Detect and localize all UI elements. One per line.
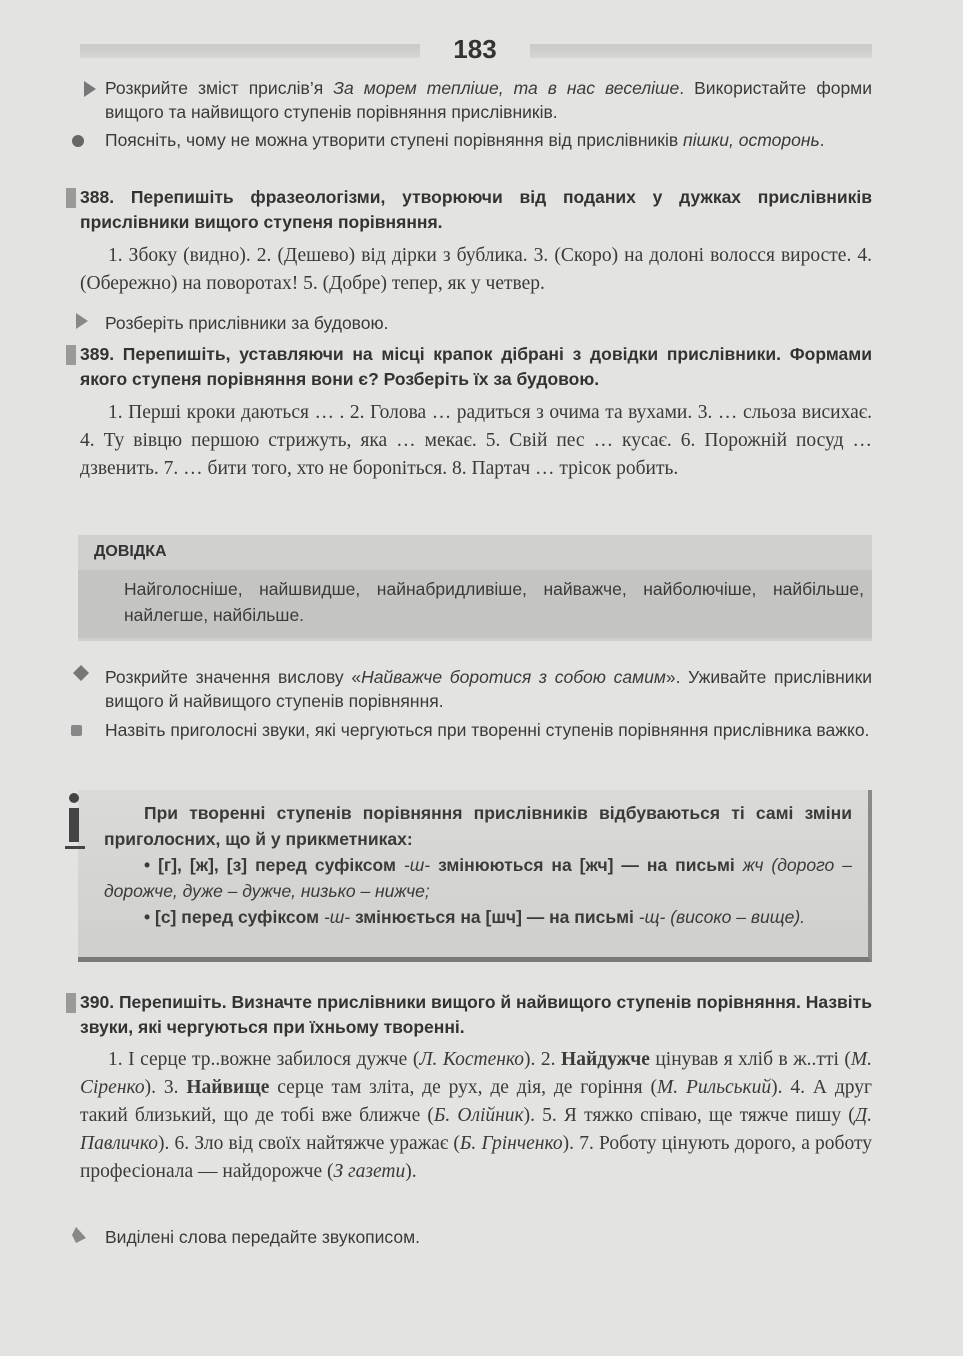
example-words: пішки, осторонь bbox=[683, 130, 820, 150]
exercise-388-text: 1. Збоку (видно). 2. (Дешево) від дірки з бублика. 3. (Скоро) на долоні волосся виросте. 4. (Обережно) на поворотах! 5. (Добре) тепер, як у четвер. bbox=[80, 245, 872, 294]
sentence: ). bbox=[405, 1161, 417, 1182]
author: Л. Костенко bbox=[419, 1049, 525, 1070]
info-rule-2: • [с] перед суфіксом -ш- змінюється на [шч] — на письмі -щ- (високо – вище). bbox=[144, 907, 806, 927]
exercise-marker bbox=[66, 345, 76, 365]
info-icon bbox=[64, 792, 88, 852]
exercise-390-text bbox=[80, 1046, 872, 1186]
sentence: 1. І серце тр..вожне забилося дужче ( bbox=[108, 1049, 420, 1070]
page-number: 183 bbox=[420, 34, 530, 65]
exercise-390-note: Виділені слова передайте звукописом. bbox=[105, 1227, 421, 1247]
task-explain-degrees bbox=[105, 128, 872, 152]
rule-text: [г], [ж], [з] перед суфіксом bbox=[158, 855, 404, 875]
task-text: Розкрийте значення вислову « bbox=[105, 667, 362, 687]
task-text: Розкрийте зміст прислів’я bbox=[105, 78, 334, 98]
info-rule-1: • [г], [ж], [з] перед суфіксом -ш- змінюються на [жч] — на письмі жч (дорого – дорожче, дуже – дужче, низько – нижче; bbox=[104, 855, 852, 901]
sentence: ). 2. bbox=[524, 1049, 562, 1070]
proverb: За морем тепліше, та в нас веселіше bbox=[333, 78, 680, 98]
exercise-389-text: 1. Перші кроки даються … . 2. Голова … радиться з очима та вухами. 3. … сльоза висихає. 4. Ту вівцю першою стрижуть, яка … мекає. 5. Свій пес … кусає. 6. Порожній посуд … дзвенить. 7. … бити того, хто не бороniться. 8. Партач … трісок робить. bbox=[80, 402, 872, 479]
dot-bullet-icon bbox=[70, 132, 90, 150]
exercise-marker bbox=[66, 188, 76, 208]
diamond-bullet-icon bbox=[72, 664, 92, 682]
square-bullet-icon bbox=[68, 722, 88, 740]
info-text bbox=[104, 800, 852, 930]
arrow-bullet-icon bbox=[70, 1226, 90, 1244]
sentence: ). 6. Зло від своїх найтяжче уражає ( bbox=[157, 1133, 460, 1154]
task-text: Поясніть, чому не можна утворити ступені порівняння від прислівників bbox=[105, 130, 683, 150]
sentence: ). 3. bbox=[144, 1077, 187, 1098]
exercise-390-heading: 390. Перепишіть. Визначте прислівники вищого й найвищого ступенів порівняння. Назвіть звуки, які чергуються при їхньому творенні. bbox=[80, 992, 872, 1037]
rule-text: [с] перед суфіксом bbox=[155, 907, 324, 927]
suffix: -ш- bbox=[323, 907, 351, 927]
author: З газети bbox=[333, 1161, 406, 1182]
exercise-389-heading: 389. Перепишіть, уставляючи на місці крапок дібрані з довідки прислівники. Формами якого ступеня порівняння вони є? Розберіть їх за будовою. bbox=[80, 344, 872, 389]
reference-title: ДОВІДКА bbox=[94, 543, 167, 560]
task-text: . Використайте форми вищого та найвищого ступенів порівняння прислівників. bbox=[105, 78, 872, 122]
highlighted-word: Найдужче bbox=[561, 1049, 650, 1070]
sentence: ). 4. А друг такий близький, що де тобі вже ближче ( bbox=[80, 1077, 872, 1126]
exercise-388-heading: 388. Перепишіть фразеологізми, утворюючи від поданих у дужках прислівників прислівники вищого ступеня порівняння. bbox=[80, 187, 872, 232]
rule-text: змінюється на [шч] — на письмі bbox=[350, 907, 639, 927]
reference-words: Найголосніше, найшвидше, найнабридливіше, найважче, найболючіше, найбільше, найлегше, найбільше. bbox=[124, 579, 864, 625]
task-explain-saying bbox=[105, 665, 872, 713]
author: М. Рильський bbox=[656, 1077, 772, 1098]
highlighted-word: Найвище bbox=[186, 1077, 270, 1098]
task-explain-proverb bbox=[105, 76, 872, 124]
rule-examples: -щ- (високо – вище). bbox=[638, 907, 806, 927]
arrow-bullet-icon bbox=[72, 312, 92, 330]
info-intro: При творенні ступенів порівняння прислівників відбуваються ті самі зміни приголосних, що й у прикметниках: bbox=[104, 803, 852, 849]
author: Б. Грінченко bbox=[459, 1133, 563, 1154]
sentence: цінував я хліб в ж..тті ( bbox=[649, 1049, 851, 1070]
author: Д. Павличко bbox=[80, 1105, 872, 1154]
author: М. Сіренко bbox=[80, 1049, 873, 1098]
sentence: ). 7. Роботу цінують дорого, а роботу професіонала — найдорожче ( bbox=[80, 1133, 872, 1182]
sentence: серце там зліта, де рух, де дія, де горіння ( bbox=[269, 1077, 657, 1098]
suffix: -ш- bbox=[403, 855, 431, 875]
arrow-bullet-icon bbox=[80, 80, 100, 98]
author: Б. Олійник bbox=[433, 1105, 524, 1126]
exercise-388-note: Розберіть прислівники за будовою. bbox=[105, 313, 389, 333]
rule-text: змінюються на [жч] — на письмі bbox=[430, 855, 743, 875]
rule-examples: жч (дорого – дорожче, дуже – дужче, низько – нижче; bbox=[104, 855, 852, 901]
task-consonants: Назвіть приголосні звуки, які чергуються при творенні ступенів порівняння прислівника важко. bbox=[105, 720, 870, 740]
task-text: ». Уживайте прислівники вищого й найвищого ступенів порівняння. bbox=[105, 667, 873, 711]
exercise-marker bbox=[66, 993, 76, 1013]
task-text: . bbox=[819, 130, 825, 150]
sentence: ). 5. Я тяжко співаю, ще тяжче пишу ( bbox=[523, 1105, 855, 1126]
saying: Найважче боротися з собою самим bbox=[361, 667, 666, 687]
